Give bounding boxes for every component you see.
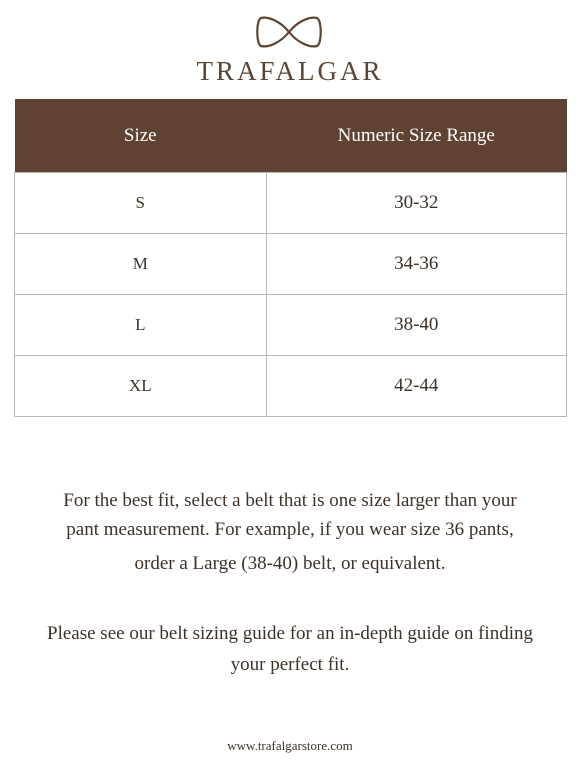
range-cell: 30-32 <box>266 173 566 234</box>
size-chart-table <box>14 99 567 417</box>
table-row <box>15 295 567 356</box>
table-row <box>15 356 567 417</box>
brand-name: TRAFALGAR <box>196 56 384 86</box>
fit-advice-line: For the best fit, select a belt that is one size larger than your <box>63 490 517 511</box>
table-header-row <box>15 99 567 173</box>
size-cell: S <box>15 173 267 234</box>
size-cell: XL <box>15 356 267 417</box>
sizing-guide-line: your perfect fit. <box>230 654 350 675</box>
size-cell: L <box>15 295 267 356</box>
table-row <box>15 234 567 295</box>
store-url: www.trafalgarstore.com <box>227 738 353 753</box>
size-column-header: Size <box>15 99 267 173</box>
size-cell: M <box>15 234 267 295</box>
range-cell: 42-44 <box>266 356 566 417</box>
range-cell: 38-40 <box>266 295 566 356</box>
table-row <box>15 173 567 234</box>
range-column-header: Numeric Size Range <box>266 99 566 173</box>
bow-tie-icon <box>255 14 323 50</box>
fit-advice-line: pant measurement. For example, if you wear size 36 pants, <box>66 519 514 540</box>
fit-advice-line: order a Large (38-40) belt, or equivalent. <box>134 553 446 574</box>
range-cell: 34-36 <box>266 234 566 295</box>
sizing-guide-line: Please see our belt sizing guide for an in-depth guide on finding <box>47 623 533 644</box>
